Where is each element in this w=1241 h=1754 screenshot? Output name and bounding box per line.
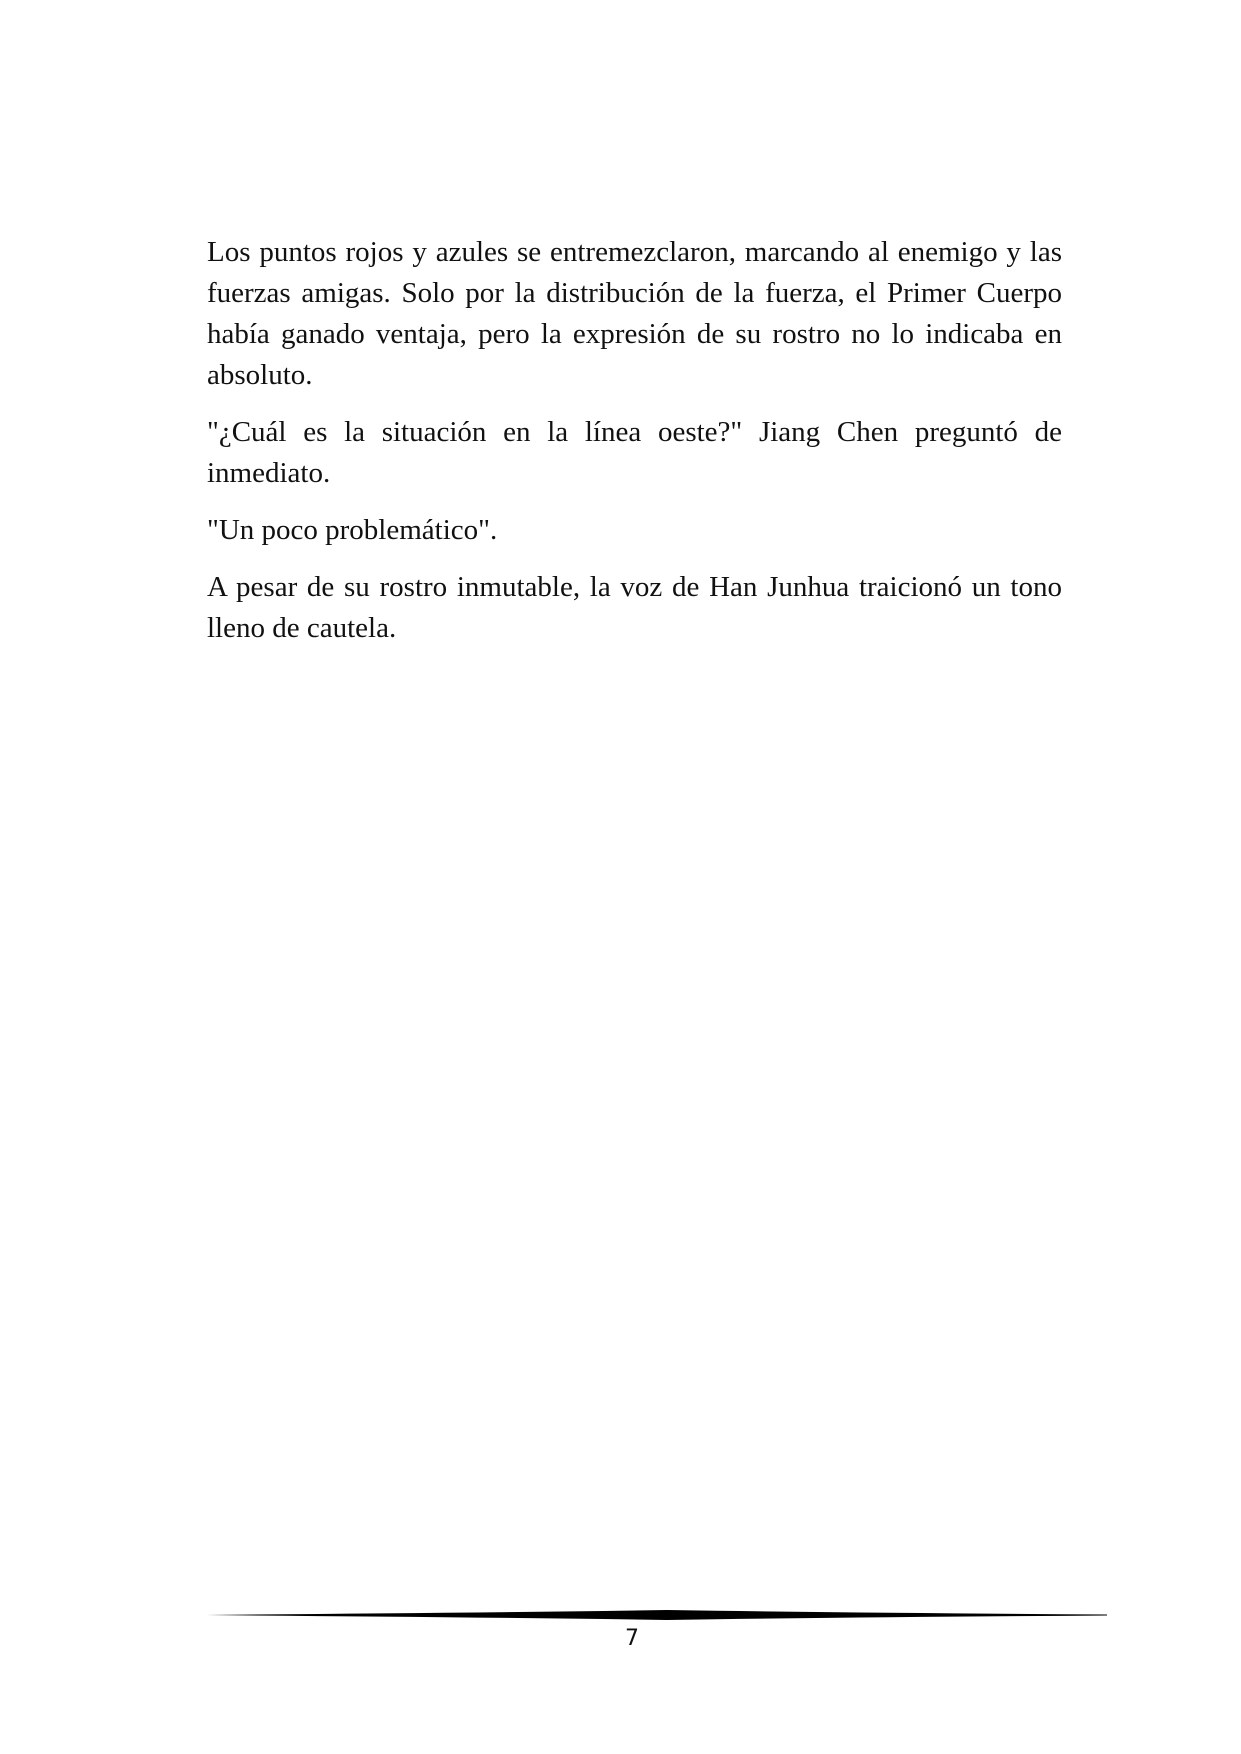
paragraph-4: A pesar de su rostro inmutable, la voz de Han Junhua traicionó un tono lleno de cautela. — [207, 571, 1062, 644]
paragraph-1: Los puntos rojos y azules se entremezclaron, marcando al enemigo y las fuerzas amigas. Solo por la distribución de la fuerza, el Primer Cuerpo había ganado ventaja, pero la expresión de su rostro no lo indicaba en absoluto. — [207, 236, 1062, 391]
body-text — [207, 232, 1062, 665]
footer-divider — [207, 1607, 1107, 1623]
paragraph-3: "Un poco problemático". — [207, 514, 498, 546]
page-number: 7 — [625, 1626, 639, 1651]
paragraph-2: "¿Cuál es la situación en la línea oeste?" Jiang Chen preguntó de inmediato. — [207, 416, 1062, 489]
